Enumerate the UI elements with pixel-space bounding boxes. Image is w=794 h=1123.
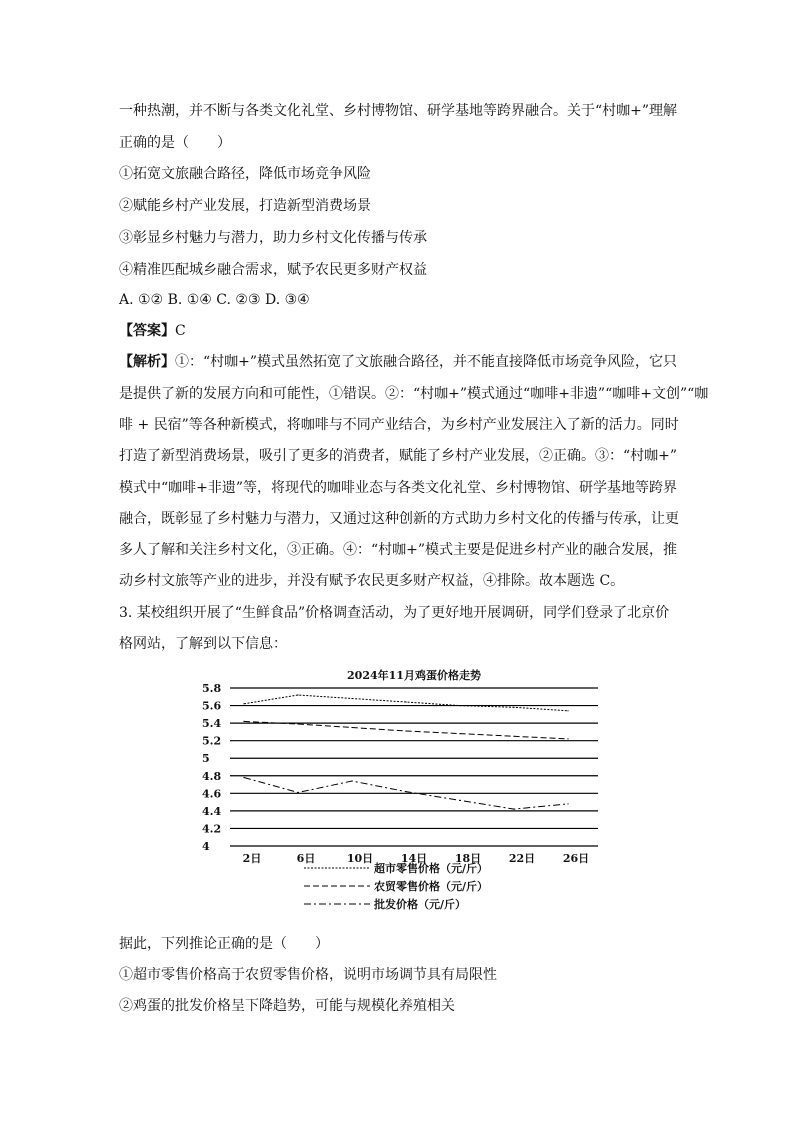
- chart-title: 2024年11月鸡蛋价格走势: [347, 669, 481, 682]
- egg-price-chart: [200, 664, 610, 919]
- x-tick-label: 6日: [296, 852, 316, 865]
- data-point: [459, 705, 460, 706]
- x-tick-label: 14日: [400, 852, 428, 865]
- data-point: [513, 809, 514, 810]
- data-point: [405, 730, 406, 731]
- x-tick-label: 2日: [242, 852, 262, 865]
- data-point: [351, 780, 352, 781]
- option-3: ③彰显乡村魅力与潜力，助力乡村文化传播与传承: [119, 230, 427, 246]
- data-point: [351, 698, 352, 699]
- data-point: [567, 710, 568, 711]
- question-text-line: 一种热潮，并不断与各类文化礼堂、乡村博物馆、研学基地等跨界融合。关于“村咖+”理解: [119, 103, 678, 119]
- y-tick-label: 5.4: [202, 717, 222, 731]
- data-point: [243, 721, 244, 722]
- data-point: [297, 723, 298, 724]
- inference-1: ①超市零售价格高于农贸零售价格，说明市场调节具有局限性: [119, 967, 497, 983]
- question-text-line: 正确的是（ ）: [119, 135, 231, 151]
- data-point: [567, 803, 568, 804]
- option-2: ②赋能乡村产业发展，打造新型消费场景: [119, 198, 371, 214]
- data-point: [297, 792, 298, 793]
- analysis-line: 啡 + 民宿”等各种新模式，将咖啡与不同产业结合，为乡村产业发展注入了新的活力。同时: [119, 417, 679, 433]
- legend-label: 超市零售价格（元/斤）: [374, 862, 489, 875]
- x-tick-label: 26日: [562, 852, 590, 865]
- x-tick-label: 22日: [508, 852, 536, 865]
- data-point: [459, 733, 460, 734]
- analysis-line: 融合，既彰显了乡村魅力与潜力，又通过这种创新的方式助力乡村文化的传播与传承，让更: [119, 511, 679, 527]
- data-point: [297, 694, 298, 695]
- data-point: [243, 777, 244, 778]
- data-point: [567, 738, 568, 739]
- legend-label: 农贸零售价格（元/斤）: [374, 880, 489, 893]
- data-point: [405, 791, 406, 792]
- answer-line: [119, 321, 186, 341]
- data-point: [513, 736, 514, 737]
- answer-choices: A. ①② B. ①④ C. ②③ D. ③④: [119, 292, 310, 308]
- option-1: ①拓宽文旅融合路径，降低市场竞争风险: [119, 166, 371, 182]
- y-tick-label: 4.8: [202, 769, 222, 783]
- question-3-prompt: 据此，下列推论正确的是（ ）: [119, 936, 329, 952]
- question-3-line: 格网站，了解到以下信息：: [119, 636, 287, 652]
- analysis-label: 【解析】: [119, 354, 175, 370]
- legend-label: 批发价格（元/斤）: [374, 898, 467, 911]
- data-point: [405, 701, 406, 702]
- y-tick-label: 4.4: [202, 804, 222, 818]
- y-tick-label: 4.2: [202, 822, 222, 836]
- x-tick-label: 18日: [454, 852, 482, 865]
- x-tick-label: 10日: [346, 852, 374, 865]
- series-line-2: [244, 721, 568, 739]
- data-point: [513, 707, 514, 708]
- y-tick-label: 5.2: [202, 734, 222, 748]
- analysis-line: 是提供了新的发展方向和可能性，①错误。②：“村咖+”模式通过“咖啡+非遗”“咖啡+文创”“咖: [119, 386, 709, 402]
- analysis-line: 模式中“咖啡+非遗”等，将现代的咖啡业态与各类文化礼堂、乡村博物馆、研学基地等跨界: [119, 480, 678, 496]
- answer-label: 【答案】: [119, 323, 175, 339]
- y-tick-label: 5.8: [202, 682, 222, 695]
- question-3-line: 3. 某校组织开展了“生鲜食品”价格调查活动，为了更好地开展调研，同学们登录了北京价: [119, 605, 670, 621]
- y-tick-label: 4.6: [202, 787, 222, 801]
- analysis-line: 打造了新型消费场景，吸引了更多的消费者，赋能了乡村产业发展，②正确。③：“村咖+”: [119, 448, 678, 464]
- data-point: [351, 727, 352, 728]
- analysis-line: 动乡村文旅等产业的进步，并没有赋予农民更多财产权益，④排除。故本题选 C。: [119, 573, 625, 589]
- analysis-line: 多人了解和关注乡村文化，③正确。④：“村咖+”模式主要是促进乡村产业的融合发展，推: [119, 542, 678, 558]
- analysis-line: [119, 352, 677, 372]
- answer-value: C: [175, 323, 186, 339]
- y-tick-label: 5: [202, 752, 210, 766]
- y-tick-label: 5.6: [202, 699, 222, 713]
- series-line-1: [244, 695, 568, 711]
- analysis-text: ①：“村咖+”模式虽然拓宽了文旅融合路径，并不能直接降低市场竞争风险，它只: [175, 354, 678, 370]
- inference-2: ②鸡蛋的批发价格呈下降趋势，可能与规模化养殖相关: [119, 998, 455, 1014]
- option-4: ④精准匹配城乡融合需求，赋予农民更多财产权益: [119, 262, 427, 278]
- y-tick-label: 4: [202, 840, 210, 853]
- data-point: [459, 800, 460, 801]
- data-point: [243, 703, 244, 704]
